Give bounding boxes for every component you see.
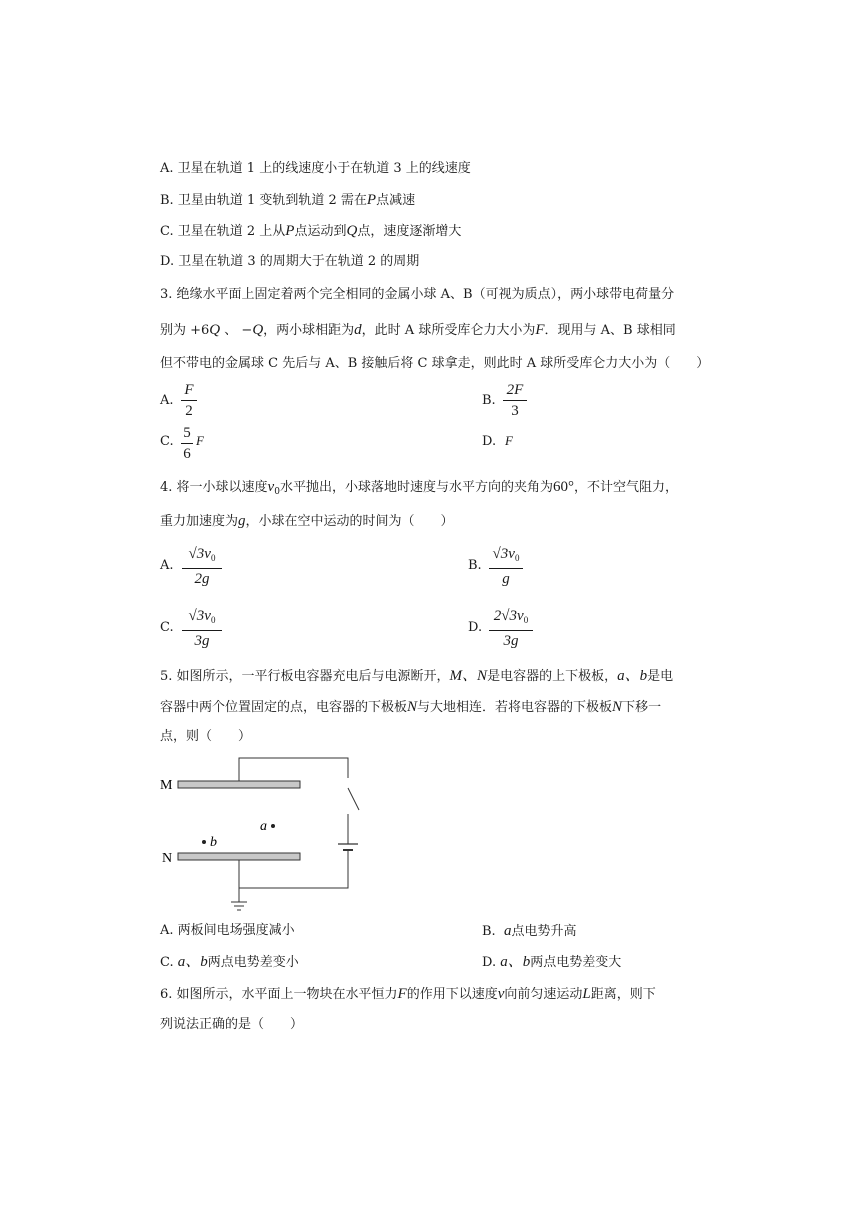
plate-m xyxy=(178,781,300,788)
q3-text: ，两小球相距为 xyxy=(263,323,355,338)
q2-option-c-tail: 点，速度逐渐增大 xyxy=(357,224,462,239)
q3-stem-line2 xyxy=(160,321,676,340)
q4-stem-line1 xyxy=(160,478,678,501)
q2-option-b-tail: 点减速 xyxy=(376,193,416,208)
option-text: 点电势升高 xyxy=(511,924,577,939)
subscript: 0 xyxy=(210,553,216,563)
q4-option-a-label: A. xyxy=(160,558,174,573)
charge-q: Q xyxy=(209,322,221,338)
label-n: N xyxy=(162,851,173,866)
subscript: 0 xyxy=(274,487,280,497)
numerator xyxy=(182,545,222,567)
numerator: 5 xyxy=(183,425,191,441)
q2-option-b-text: B. 卫星由轨道 1 变轨到轨道 2 需在 xyxy=(160,193,367,208)
numerator: F xyxy=(184,382,194,398)
plate-n xyxy=(178,853,300,860)
charge-q: Q xyxy=(252,322,264,338)
q5-option-d xyxy=(482,953,621,972)
option-text: 两点电势差变大 xyxy=(530,955,622,970)
q5-text: 是电 xyxy=(647,669,674,684)
q5-stem-line2 xyxy=(160,698,661,717)
denominator: 3g xyxy=(503,633,519,649)
denominator: 3g xyxy=(194,633,210,649)
point-q: Q xyxy=(346,223,358,239)
switch xyxy=(348,788,359,810)
q3-sep: 、 − xyxy=(220,323,253,338)
q2-option-c-mid: 点运动到 xyxy=(294,224,347,239)
numerator-text: √3v xyxy=(492,546,515,562)
point-b-dot xyxy=(202,840,206,844)
q3-option-c-fraction xyxy=(181,424,193,463)
q5-option-a: A. 两板间电场强度减小 xyxy=(160,923,295,938)
velocity-v: v xyxy=(267,479,275,495)
force-f: F xyxy=(535,322,545,338)
q4-option-c-fraction xyxy=(182,607,222,650)
q4-text: 水平抛出，小球落地时速度与水平方向的夹角为 xyxy=(279,480,553,495)
q5-text: 与大地相连．若将电容器的下极板 xyxy=(417,700,613,715)
q3-option-d-label: D. xyxy=(482,434,497,449)
numerator-text: √3v xyxy=(188,608,211,624)
points-ab: a、b xyxy=(617,668,648,684)
distance-l: L xyxy=(582,986,591,1002)
option-text: 两点电势差变小 xyxy=(207,955,299,970)
q4-text: 4. 将一小球以速度 xyxy=(160,480,268,495)
numerator xyxy=(489,607,533,629)
q4-option-b-fraction xyxy=(489,545,523,588)
q3-option-d-value: F xyxy=(505,433,513,448)
q6-stem-line2: 列说法正确的是（ ） xyxy=(160,1017,304,1032)
velocity-v: v xyxy=(497,986,505,1002)
q3-text: ，此时 A 球所受库仑力大小为 xyxy=(361,323,536,338)
q6-text: 的作用下以速度 xyxy=(406,987,498,1002)
subscript: 0 xyxy=(523,615,529,625)
q4-option-a-fraction xyxy=(182,545,222,588)
q5-text: 容器中两个位置固定的点，电容器的下极板 xyxy=(160,700,408,715)
q3-option-c-label: C. xyxy=(160,434,174,449)
label-m: M xyxy=(160,778,173,793)
point-a: a xyxy=(503,923,512,939)
q3-stem-line3: 但不带电的金属球 C 先后与 A、B 接触后将 C 球拿走，则此时 A 球所受库仑力大小为（ ） xyxy=(160,356,710,371)
q3-option-c-force: F xyxy=(196,433,204,448)
gravity-g: g xyxy=(238,513,246,529)
q6-text: 距离，则下 xyxy=(590,987,656,1002)
q3-option-a-fraction xyxy=(181,381,197,420)
q4-text: ，不计空气阻力， xyxy=(573,480,678,495)
q4-text: ，小球在空中运动的时间为（ ） xyxy=(245,514,454,529)
denominator: 2 xyxy=(185,403,193,419)
q6-text: 向前匀速运动 xyxy=(504,987,583,1002)
q4-stem-line2 xyxy=(160,512,454,531)
point-p: P xyxy=(285,223,295,239)
points-ab: a、b xyxy=(177,954,208,970)
denominator: 2g xyxy=(194,571,210,587)
q6-stem-line1 xyxy=(160,985,656,1004)
q6-text: 6. 如图所示，水平面上一物块在水平恒力 xyxy=(160,987,398,1002)
q5-option-b xyxy=(482,922,576,941)
capacitor-circuit-diagram xyxy=(150,750,370,920)
wire-top xyxy=(239,758,348,781)
subscript: 0 xyxy=(210,615,216,625)
q3-text: 别为 +6 xyxy=(160,323,210,338)
q3-text: ．现用与 A、B 球相同 xyxy=(544,323,676,338)
q2-option-c xyxy=(160,222,461,241)
q2-option-b xyxy=(160,191,415,210)
numerator xyxy=(489,545,523,567)
q3-option-a-label: A. xyxy=(160,393,174,408)
q4-option-b-label: B. xyxy=(468,558,482,573)
q3-option-b-fraction xyxy=(503,381,527,420)
numerator: 2F xyxy=(506,382,524,398)
numerator-text: 2√3v xyxy=(493,608,524,624)
q5-stem-line3: 点，则（ ） xyxy=(160,729,252,744)
denominator: 6 xyxy=(183,446,191,462)
q5-text: 5. 如图所示，一平行板电容器充电后与电源断开， xyxy=(160,669,450,684)
q2-option-d: D. 卫星在轨道 3 的周期大于在轨道 2 的周期 xyxy=(160,254,420,269)
subscript: 0 xyxy=(514,553,520,563)
label-a: a xyxy=(260,819,267,834)
q5-text: 下移一 xyxy=(622,700,662,715)
q4-option-c-label: C. xyxy=(160,620,174,635)
q4-text: 重力加速度为 xyxy=(160,514,239,529)
option-label: C. xyxy=(160,955,174,970)
q3-stem-line1: 3. 绝缘水平面上固定着两个完全相同的金属小球 A、B（可视为质点），两小球带电荷量分 xyxy=(160,287,675,302)
distance-d: d xyxy=(354,322,362,338)
denominator: g xyxy=(502,571,510,587)
plate-n: N xyxy=(612,699,623,715)
angle-value: 60° xyxy=(552,479,574,495)
option-label: B. xyxy=(482,924,496,939)
q5-option-c xyxy=(160,953,299,972)
q4-option-d-fraction xyxy=(489,607,533,650)
denominator: 3 xyxy=(511,403,519,419)
q2-option-c-text: C. 卫星在轨道 2 上从 xyxy=(160,224,286,239)
plate-n: N xyxy=(407,699,418,715)
q3-option-b-label: B. xyxy=(482,393,496,408)
q4-option-d-label: D. xyxy=(468,620,483,635)
points-ab: a、b xyxy=(500,954,531,970)
numerator-text: √3v xyxy=(188,546,211,562)
q5-stem-line1 xyxy=(160,667,673,686)
q2-option-a: A. 卫星在轨道 1 上的线速度小于在轨道 3 上的线速度 xyxy=(160,161,471,176)
label-b: b xyxy=(210,835,217,850)
force-f: F xyxy=(397,986,407,1002)
point-p: P xyxy=(366,192,377,208)
q5-text: 是电容器的上下极板， xyxy=(487,669,618,684)
plates-mn: M、N xyxy=(449,668,488,684)
point-a-dot xyxy=(271,824,275,828)
numerator xyxy=(182,607,222,629)
option-label: D. xyxy=(482,955,497,970)
